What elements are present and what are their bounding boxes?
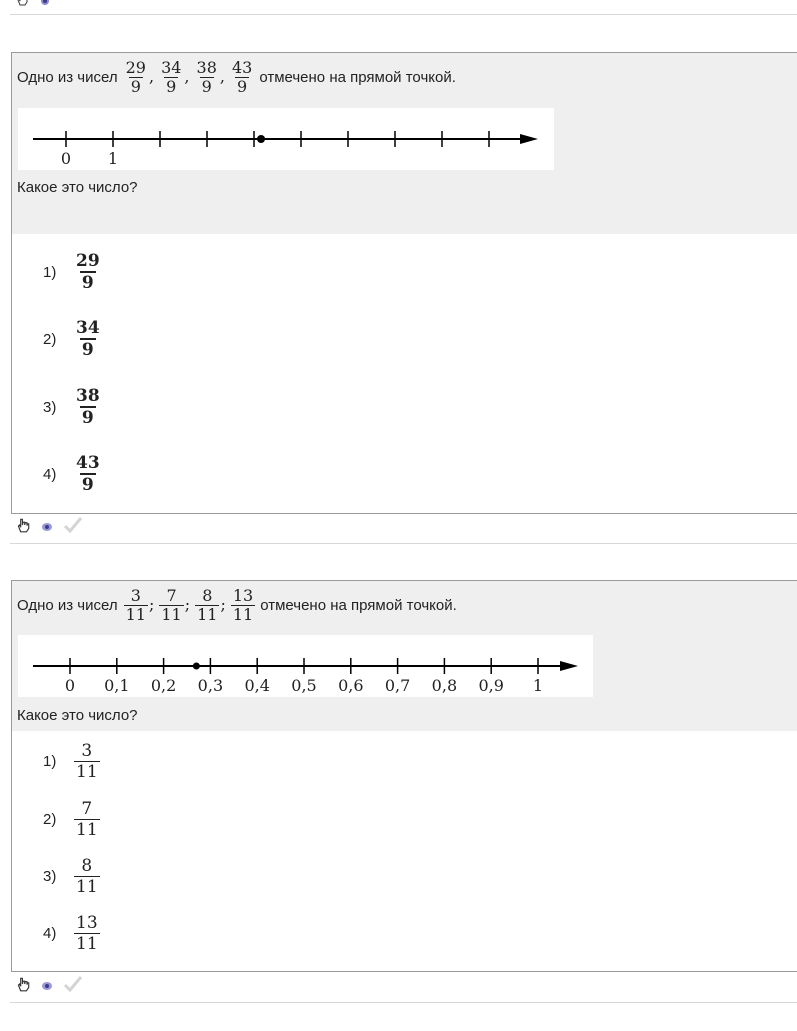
option-fraction: $\frac{13}{11}$ [76,913,98,954]
option-number: 2) [43,330,57,348]
option-fraction: $\frac{38}{9}$ [76,386,100,428]
eye-icon[interactable] [39,0,51,11]
number-line-tick-label: 0,8 [431,676,458,695]
option-fraction: $\frac{34}{9}$ [76,318,100,360]
separator-semicolon: ; [220,595,226,614]
number-line-arrow [560,661,578,671]
number-line-tick-label: 0,6 [338,676,364,695]
number-line-tick-label: 1 [532,676,544,695]
answer-option-3[interactable] [43,386,103,428]
hand-pointer-icon[interactable] [15,0,29,11]
task-card-2 [11,580,797,972]
task-toolbar-1 [15,516,83,539]
number-line-point [257,135,265,143]
number-line-tick-label: 0,5 [291,676,317,695]
fraction-13-11: $\frac{13}{11}$ [232,586,254,624]
condition-suffix: отмечено на прямой точкой. [260,597,457,614]
option-number: 1) [43,263,57,281]
task-stem [12,581,797,731]
option-fraction: $\frac{29}{9}$ [76,251,100,293]
option-number: 2) [43,811,57,828]
separator-semicolon: ; [148,595,155,614]
number-line-tick-label: 1 [107,149,119,168]
task-toolbar-top [15,0,51,11]
number-line-tick-label: 0,7 [384,676,411,695]
number-line-tick-label: 0,9 [478,676,504,695]
option-fraction: $\frac{43}{9}$ [76,453,100,495]
hand-pointer-icon[interactable] [15,517,31,538]
answer-option-2[interactable] [43,799,101,840]
separator-comma: , [219,67,225,86]
eye-icon[interactable] [41,978,53,996]
task-condition [17,587,457,624]
number-line-tick-label: 0 [64,676,76,695]
number-line-tick-label: 0 [60,149,72,168]
separator-comma: , [184,67,190,86]
fraction-8-11: $\frac{8}{11}$ [197,586,218,624]
option-number: 3) [43,868,57,885]
number-line-tick-label: 0,3 [197,676,224,695]
task-condition [17,59,456,96]
fraction-34-9: $\frac{34}{9}$ [161,58,182,96]
option-fraction: $\frac{7}{11}$ [76,799,98,840]
separator-semicolon: ; [184,595,191,614]
number-line-tick-label: 0,2 [150,676,177,695]
option-fraction: $\frac{3}{11}$ [76,741,98,782]
condition-prefix: Одно из чисел [17,597,118,614]
number-line-figure [18,635,593,697]
answer-option-1[interactable] [43,741,101,782]
task-question: Какое это число? [17,707,138,724]
number-line-arrow [520,134,538,144]
fraction-29-9: $\frac{29}{9}$ [125,58,146,96]
number-line-point [193,663,200,670]
separator-comma: , [148,67,155,86]
option-fraction: $\frac{8}{11}$ [76,856,98,897]
option-number: 4) [43,465,57,483]
checkmark-icon[interactable] [63,516,83,539]
hand-pointer-icon[interactable] [15,976,31,997]
option-number: 3) [43,398,57,416]
condition-prefix: Одно из чисел [17,69,118,86]
fraction-38-9: $\frac{38}{9}$ [196,58,217,96]
task-question: Какое это число? [17,179,138,196]
option-number: 4) [43,925,57,942]
number-line-figure [18,108,554,170]
eye-icon[interactable] [41,519,53,537]
answer-option-4[interactable] [43,913,101,954]
answer-option-2[interactable] [43,318,103,360]
task-stem [12,53,797,234]
fraction-43-9: $\frac{43}{9}$ [231,58,253,96]
fraction-7-11: $\frac{7}{11}$ [161,586,182,624]
separator [10,543,797,544]
separator [10,14,797,15]
answer-option-1[interactable] [43,251,103,293]
task-toolbar-2 [15,975,83,998]
number-line-tick-label: 0,4 [244,676,270,695]
checkmark-icon[interactable] [63,975,83,998]
task-card-1 [11,52,797,514]
number-line-tick-label: 0,1 [104,676,130,695]
separator [10,1002,797,1003]
option-number: 1) [43,753,57,770]
answer-option-3[interactable] [43,856,101,897]
fraction-3-11: $\frac{3}{11}$ [125,586,146,624]
condition-suffix: отмечено на прямой точкой. [259,69,456,86]
answer-option-4[interactable] [43,453,103,495]
